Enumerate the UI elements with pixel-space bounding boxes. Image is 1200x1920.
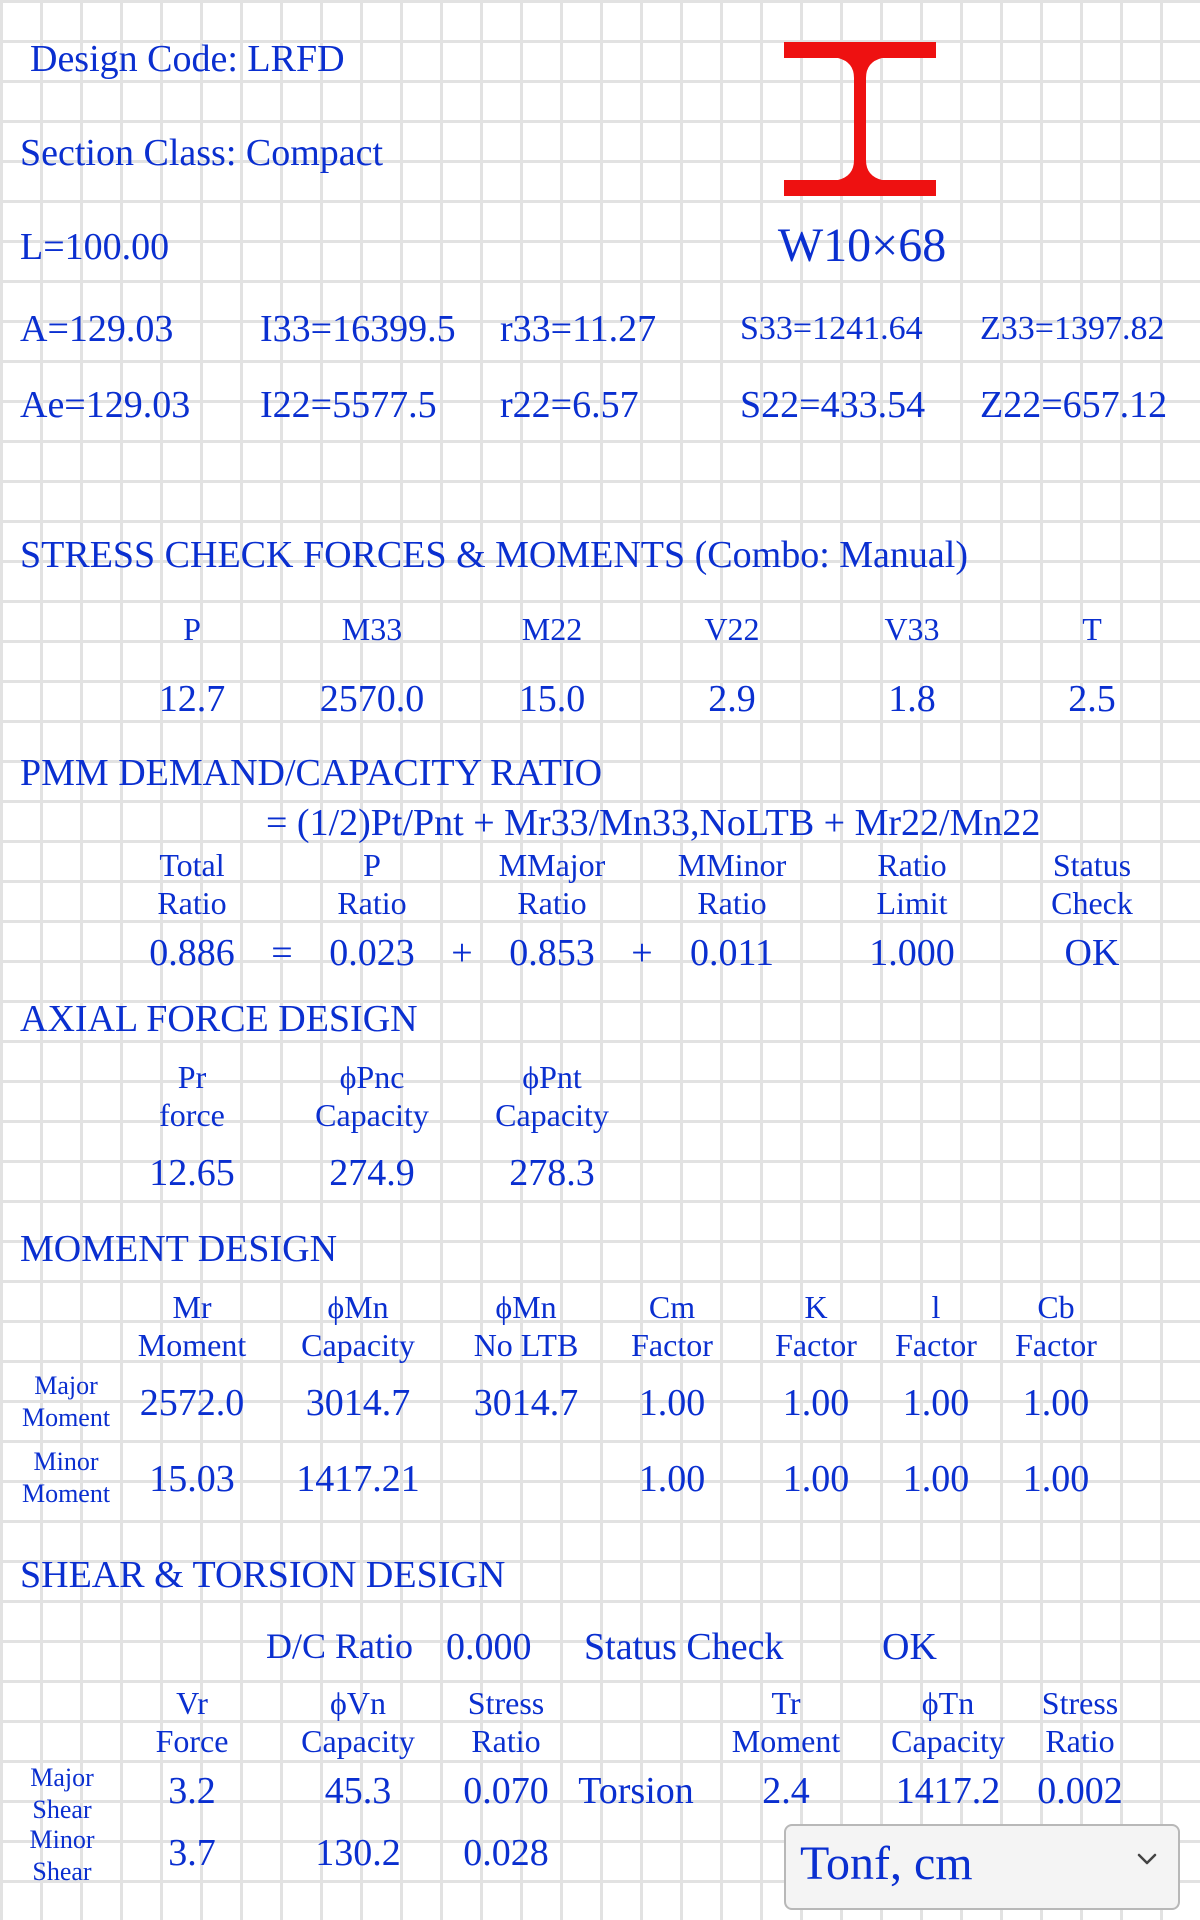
moment-row-label-minor: Minor Moment (21, 1447, 111, 1508)
shear-minor-phivn: 130.2 (315, 1832, 401, 1874)
prop-z22: Z22=657.12 (980, 384, 1168, 426)
shear-minor-stress-ratio: 0.028 (463, 1832, 549, 1874)
shear-dc-label: D/C Ratio (266, 1626, 414, 1666)
moment-major-k: 1.00 (782, 1382, 850, 1424)
moment-major-phimn-noltb: 3014.7 (473, 1382, 579, 1424)
pmm-mminor-ratio: 0.011 (689, 932, 775, 974)
shear-header-vr: Vr Force (155, 1685, 229, 1759)
moment-minor-l: 1.00 (902, 1458, 970, 1500)
prop-i33: I33=16399.5 (260, 308, 456, 350)
pmm-p-ratio: 0.023 (329, 932, 415, 974)
torsion-header-tr: Tr Moment (731, 1685, 841, 1759)
moment-major-phimn: 3014.7 (305, 1382, 411, 1424)
forces-header-m33: M33 (341, 611, 403, 647)
shear-header-stress-ratio: Stress Ratio (467, 1685, 545, 1759)
axial-title: AXIAL FORCE DESIGN (20, 998, 418, 1040)
pmm-ratio-limit: 1.000 (869, 932, 955, 974)
pmm-header-total-ratio: Total Ratio (157, 847, 227, 921)
moment-header-cb: Cb Factor (1015, 1289, 1097, 1363)
moment-header-cm: Cm Factor (631, 1289, 713, 1363)
pmm-formula: = (1/2)Pt/Pnt + Mr33/Mn33,NoLTB + Mr22/Mn22 (266, 802, 1041, 844)
axial-header-pr: Pr force (159, 1059, 225, 1133)
pmm-mmajor-ratio: 0.853 (509, 932, 595, 974)
moment-row-label-major: Major Moment (21, 1371, 111, 1432)
pmm-title: PMM DEMAND/CAPACITY RATIO (20, 752, 603, 794)
axial-pr-value: 12.65 (149, 1152, 235, 1194)
prop-z33: Z33=1397.82 (980, 310, 1165, 347)
forces-value-m33: 2570.0 (319, 678, 425, 720)
units-select[interactable] (784, 1824, 1180, 1910)
moment-major-cb: 1.00 (1022, 1382, 1090, 1424)
design-code: Design Code: LRFD (30, 38, 345, 80)
forces-header-v22: V22 (704, 611, 760, 647)
shear-title: SHEAR & TORSION DESIGN (20, 1554, 506, 1596)
prop-r22: r22=6.57 (500, 384, 639, 426)
moment-header-phimn: ϕMn Capacity (301, 1289, 415, 1363)
forces-value-v33: 1.8 (888, 678, 936, 720)
moment-major-l: 1.00 (902, 1382, 970, 1424)
length-value: L=100.00 (20, 226, 170, 268)
moment-minor-mr: 15.03 (149, 1458, 235, 1500)
pmm-operator-plus: + (631, 932, 653, 974)
moment-major-cm: 1.00 (638, 1382, 706, 1424)
pmm-total-ratio: 0.886 (149, 932, 235, 974)
moment-minor-cb: 1.00 (1022, 1458, 1090, 1500)
moment-header-l: l Factor (895, 1289, 977, 1363)
section-class: Section Class: Compact (20, 132, 384, 174)
moment-minor-k: 1.00 (782, 1458, 850, 1500)
shear-header-phivn: ϕVn Capacity (301, 1685, 415, 1759)
pmm-header-mminor-ratio: MMinor Ratio (677, 847, 787, 921)
prop-area: A=129.03 (20, 308, 174, 350)
shear-dc-value: 0.000 (446, 1626, 532, 1668)
forces-value-p: 12.7 (158, 678, 226, 720)
axial-phipnt-value: 278.3 (509, 1152, 595, 1194)
shear-major-phivn: 45.3 (324, 1770, 392, 1812)
axial-phipnc-value: 274.9 (329, 1152, 415, 1194)
shear-status-label: Status Check (584, 1626, 784, 1668)
pmm-operator-equals: = (271, 932, 293, 974)
torsion-tr-value: 2.4 (762, 1770, 810, 1812)
pmm-header-p-ratio: P Ratio (337, 847, 407, 921)
i-beam-icon (780, 38, 940, 200)
shear-status-value: OK (882, 1626, 937, 1668)
shear-row-label-major: Major Shear (30, 1763, 94, 1824)
section-name: W10×68 (777, 219, 947, 272)
moment-header-mr: Mr Moment (137, 1289, 247, 1363)
pmm-header-mmajor-ratio: MMajor Ratio (498, 847, 606, 921)
prop-s33: S33=1241.64 (740, 310, 923, 347)
axial-header-phipnc: ϕPnc Capacity (315, 1059, 429, 1133)
prop-r33: r33=11.27 (500, 308, 657, 350)
moment-major-mr: 2572.0 (139, 1382, 245, 1424)
shear-row-label-minor: Minor Shear (29, 1825, 95, 1886)
moment-header-phimn-noltb: ϕMn No LTB (473, 1289, 579, 1363)
pmm-header-status-check: Status Check (1051, 847, 1133, 921)
prop-effective-area: Ae=129.03 (20, 384, 191, 426)
moment-header-k: K Factor (775, 1289, 857, 1363)
shear-minor-vr: 3.7 (168, 1832, 216, 1874)
forces-value-t: 2.5 (1068, 678, 1116, 720)
pmm-status-check: OK (1064, 932, 1120, 974)
forces-value-v22: 2.9 (708, 678, 756, 720)
forces-header-v33: V33 (884, 611, 940, 647)
forces-header-t: T (1082, 611, 1102, 647)
torsion-phitn-value: 1417.2 (895, 1770, 1001, 1812)
pmm-header-ratio-limit: Ratio Limit (876, 847, 948, 921)
forces-value-m22: 15.0 (518, 678, 586, 720)
forces-title: STRESS CHECK FORCES & MOMENTS (Combo: Manual) (20, 534, 968, 576)
torsion-stress-ratio-value: 0.002 (1037, 1770, 1123, 1812)
moment-title: MOMENT DESIGN (20, 1228, 338, 1270)
pmm-operator-plus: + (451, 932, 473, 974)
moment-minor-cm: 1.00 (638, 1458, 706, 1500)
units-selected-value: Tonf, cm (800, 1837, 973, 1890)
forces-header-p: P (183, 611, 201, 647)
torsion-header-phitn: ϕTn Capacity (891, 1685, 1005, 1759)
prop-s22: S22=433.54 (740, 384, 926, 426)
torsion-label: Torsion (578, 1770, 694, 1812)
chevron-down-icon (1132, 1844, 1162, 1874)
moment-minor-phimn: 1417.21 (296, 1458, 420, 1500)
prop-i22: I22=5577.5 (260, 384, 437, 426)
shear-major-vr: 3.2 (168, 1770, 216, 1812)
torsion-header-stress-ratio: Stress Ratio (1041, 1685, 1119, 1759)
shear-major-stress-ratio: 0.070 (463, 1770, 549, 1812)
forces-header-m22: M22 (521, 611, 583, 647)
axial-header-phipnt: ϕPnt Capacity (495, 1059, 609, 1133)
